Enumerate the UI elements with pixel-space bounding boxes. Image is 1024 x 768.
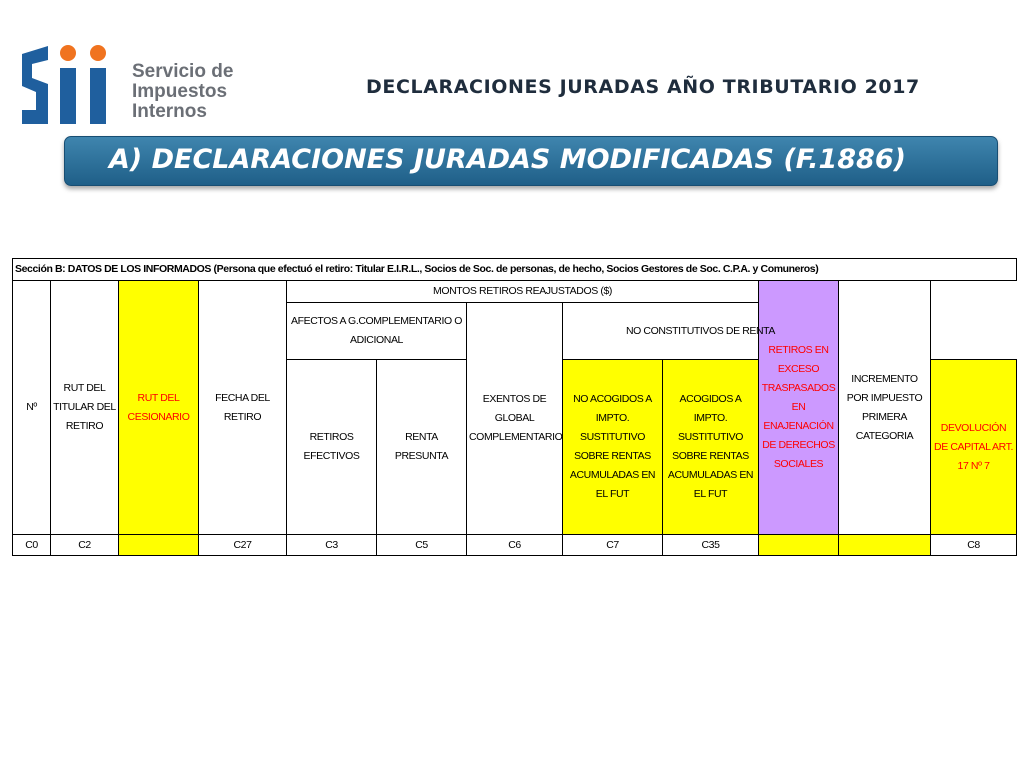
header-montos: MONTOS RETIROS REAJUSTADOS ($) bbox=[287, 281, 759, 303]
logo-line-2: Impuestos bbox=[132, 81, 228, 102]
code-cell: C7 bbox=[563, 535, 663, 556]
code-cell: C3 bbox=[287, 535, 377, 556]
code-cell: C35 bbox=[663, 535, 759, 556]
codes-row bbox=[13, 535, 1017, 556]
header-no-constitutivos: NO CONSTITUTIVOS DE RENTA bbox=[563, 303, 839, 360]
code-cell bbox=[759, 535, 839, 556]
logo-line-3: Internos bbox=[132, 101, 207, 122]
header-renta-presunta: RENTA PRESUNTA bbox=[377, 360, 467, 535]
code-cell: C6 bbox=[467, 535, 563, 556]
banner bbox=[64, 136, 998, 186]
section-title: Sección B: DATOS DE LOS INFORMADOS (Persona que efectuó el retiro: Titular E.I.R.L., Socios de Soc. de personas, de hecho, Socios Gestores de Soc. C.P.A. y Comuneros) bbox=[13, 259, 1017, 281]
code-cell: C8 bbox=[931, 535, 1017, 556]
header-fecha: FECHA DEL RETIRO bbox=[199, 281, 287, 535]
header-retiros-exceso: RETIROS EN EXCESO TRASPASADOS EN ENAJENACIÓN DE DERECHOS SOCIALES bbox=[759, 281, 839, 535]
header-acogidos: ACOGIDOS A IMPTO. SUSTITUTIVO SOBRE RENTAS ACUMULADAS EN EL FUT bbox=[663, 360, 759, 535]
header-n: Nº bbox=[13, 281, 51, 535]
header-no-acogidos: NO ACOGIDOS A IMPTO. SUSTITUTIVO SOBRE RENTAS ACUMULADAS EN EL FUT bbox=[563, 360, 663, 535]
sii-logo-mark bbox=[18, 40, 130, 130]
header-rut-titular: RUT DEL TITULAR DEL RETIRO bbox=[51, 281, 119, 535]
code-cell bbox=[119, 535, 199, 556]
declaration-table bbox=[12, 258, 1017, 556]
logo-text bbox=[132, 62, 233, 122]
code-cell: C5 bbox=[377, 535, 467, 556]
code-cell: C2 bbox=[51, 535, 119, 556]
code-cell: C27 bbox=[199, 535, 287, 556]
code-cell: C0 bbox=[13, 535, 51, 556]
header-incremento: INCREMENTO POR IMPUESTO PRIMERA CATEGORIA bbox=[839, 281, 931, 535]
header-retiros-efectivos: RETIROS EFECTIVOS bbox=[287, 360, 377, 535]
header-rut-cesionario: RUT DEL CESIONARIO bbox=[119, 281, 199, 535]
page-header-title: DECLARACIONES JURADAS AÑO TRIBUTARIO 2017 bbox=[366, 76, 920, 98]
code-cell bbox=[839, 535, 931, 556]
logo-line-1: Servicio de bbox=[132, 61, 234, 82]
header-devolucion: DEVOLUCIÓN DE CAPITAL ART. 17 Nº 7 bbox=[931, 360, 1017, 535]
banner-title: A) DECLARACIONES JURADAS MODIFICADAS (F.1886) bbox=[109, 144, 906, 175]
header-afectos: AFECTOS A G.COMPLEMENTARIO O ADICIONAL bbox=[287, 303, 467, 360]
header-exentos: EXENTOS DE GLOBAL COMPLEMENTARIO bbox=[467, 303, 563, 535]
